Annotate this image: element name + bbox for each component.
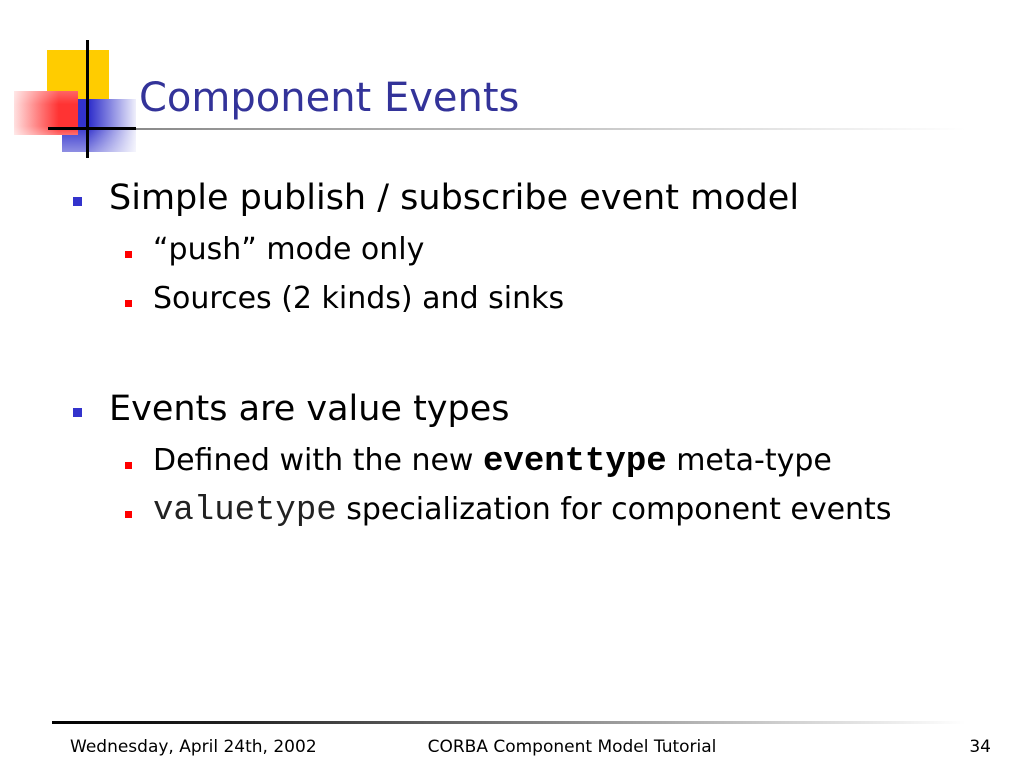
logo-vertical-line — [86, 40, 89, 158]
sub-bullet-text-before: Defined with the new — [153, 443, 474, 478]
bullet-text: Simple publish / subscribe event model — [109, 178, 800, 218]
sub-bullet-text: “push” mode only — [153, 232, 425, 267]
sub-bullet-marker — [125, 251, 132, 258]
slide-title: Component Events — [139, 75, 520, 121]
sub-bullet-marker — [125, 462, 132, 469]
sub-bullet-marker — [125, 300, 132, 307]
bullet-text: Events are value types — [109, 389, 510, 429]
sub-bullet-text — [153, 492, 892, 530]
footer-page-number: 34 — [969, 737, 991, 757]
footer-presentation-title: CORBA Component Model Tutorial — [427, 737, 717, 757]
bullet-marker — [73, 197, 82, 206]
sub-bullet-text-after: specialization for component events — [346, 492, 892, 527]
sub-bullet-text: Sources (2 kinds) and sinks — [153, 281, 565, 316]
footer-date: Wednesday, April 24th, 2002 — [70, 737, 317, 757]
code-keyword: valuetype — [153, 492, 337, 530]
logo-horizontal-line — [48, 127, 136, 130]
title-underline — [136, 128, 966, 130]
sub-bullet-text-after: meta-type — [676, 443, 832, 478]
code-keyword: eventtype — [483, 443, 667, 481]
footer-rule — [52, 721, 966, 724]
bullet-marker — [73, 408, 82, 417]
sub-bullet-text — [153, 443, 832, 481]
sub-bullet-marker — [125, 511, 132, 518]
